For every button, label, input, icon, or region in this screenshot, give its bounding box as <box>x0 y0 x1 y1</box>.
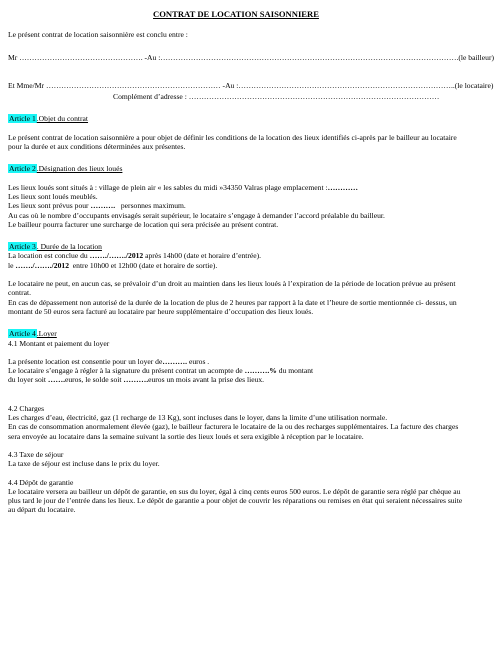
article-3-para-2: En cas de dépassement non autorisé de la durée de la location de plus de 2 heures par rapport à la date et l’heure de sortie mentionnée ci- dessus, un montant de 50 euros sera facturé au locataire par heure supplémentaire d’occupation des lieux loués. <box>8 297 457 316</box>
article-1-text: Le présent contrat de location saisonnière a pour objet de définir les conditions de la location des lieux identifiés ci-après par le bailleur au locataire pour la durée et aux conditions déterminées aux présentes. <box>8 132 457 152</box>
rent-text-a: La présente location est consentie pour un loyer de <box>8 356 163 366</box>
section-4-4-title: 4.4 Dépôt de garantie <box>8 477 74 487</box>
article-3-line-1 <box>8 251 464 260</box>
article-2-line-3 <box>8 201 464 210</box>
start-text-b: après 14h00 (date et horaire d’entrée). <box>145 251 262 261</box>
deposit-text-a: Le locataire s’engage à régler à la signature du présent contrat un acompte de <box>8 366 243 376</box>
emplacement-field: ………… <box>327 182 358 192</box>
section-4-1-line-1 <box>8 357 464 366</box>
locataire-prefix: Et Mme/Mr <box>8 80 45 90</box>
rent-text-b: euros . <box>188 356 210 366</box>
bailleur-name-field: …………………………………………. -Au : <box>19 52 161 62</box>
section-4-2-text-2: En cas de consommation anormalement élevée (gaz), le bailleur facturera le locataire de la ou des recharges supplémentaires. La facture des charges sera envoyée au locataire dans la semaine suivant la sortie des lieux loués et sera exigible à réception par le locataire. <box>8 422 459 441</box>
article-3-label: Article 3 <box>9 242 36 252</box>
article-3-line-2 <box>8 261 464 270</box>
article-2-line-2: Les lieux sont loués meublés. <box>8 191 98 201</box>
bailleur-prefix: Mr <box>8 52 18 62</box>
article-3-heading <box>8 242 464 251</box>
article-1-heading <box>8 114 464 123</box>
end-text-a: le <box>8 260 14 270</box>
article-1-label: Article 1 <box>9 114 36 124</box>
capacity-text-a: Les lieux sont prévus pour <box>8 201 89 211</box>
intro-text: Le présent contrat de location saisonnière est conclu entre : <box>8 30 188 40</box>
rent-amount-field: ………. <box>162 356 188 366</box>
end-year: 2012 <box>53 260 69 270</box>
article-3-para-1: Le locataire ne peut, en aucun cas, se prévaloir d’un droit au maintien dans les lieux loués à l’expiration de la période de location prévue au présent contrat. <box>8 279 456 298</box>
article-2-heading <box>8 164 464 173</box>
balance-text-b: euros, le solde soit <box>64 375 122 385</box>
start-year: 2012 <box>128 251 144 261</box>
article-2-title: .Désignation des lieux loués <box>36 164 123 174</box>
document-title: CONTRAT DE LOCATION SAISONNIERE <box>153 9 319 19</box>
locataire-name-field: …………………………………………………………… -Au : <box>45 80 239 90</box>
section-4-4-text: Le locataire versera au bailleur un dépôt de garantie, en sus du loyer, égal à cinq cents euros 500 euros. Le dépôt de garantie sera réglé par chèque au plus tard le jour de l’entrée dans les lieux. Le dépôt de garantie a pour objet de couvrir les réparations ou remises en état qui seraient nécessaires suite au départ du locataire. <box>8 486 463 515</box>
end-date-field: ……./……./ <box>15 260 54 270</box>
article-4-heading <box>8 329 464 338</box>
capacity-field: ………. <box>90 201 116 211</box>
article-2-line-1 <box>8 183 464 192</box>
capacity-text-b: personnes maximum. <box>120 201 186 211</box>
complement-line <box>8 92 464 101</box>
section-4-1-title: 4.1 Montant et paiement du loyer <box>8 338 110 348</box>
section-4-3-text: La taxe de séjour est incluse dans le prix du loyer. <box>8 459 160 469</box>
section-4-3-title: 4.3 Taxe de séjour <box>8 449 64 459</box>
bailleur-line <box>8 52 494 62</box>
article-4-title: .Loyer <box>36 329 57 339</box>
deposit-amount-field: ……. <box>47 375 65 385</box>
section-4-2-text-1: Les charges d’eau, électricité, gaz (1 recharge de 13 Kg), sont incluses dans le loyer, dans la limite d’une utilisation normale. <box>8 413 388 423</box>
article-2-line-5: Le bailleur pourra facturer une surcharge de location qui sera précisée au présent contrat. <box>8 219 279 229</box>
article-1-title: .Objet du contrat <box>36 114 89 124</box>
bailleur-address-field: ………………………………………………………………………………………………………. <box>160 52 459 62</box>
locataire-address-field: ………………………………………………………………………….. <box>238 80 455 90</box>
locataire-suffix: (le locataire) <box>454 80 494 90</box>
article-2-line-4: Au cas où le nombre d’occupants envisagés serait supérieur, le locataire s’engage à demander l’accord préalable du bailleur. <box>8 210 385 220</box>
article-4-label: Article 4 <box>9 329 36 339</box>
start-text-a: La location est conclue du <box>8 251 88 261</box>
section-4-1-line-2 <box>8 366 464 375</box>
percent-sign: % <box>269 366 277 376</box>
balance-text-c: euros un mois avant la prise des lieux. <box>148 375 265 385</box>
article-2-label: Article 2 <box>9 164 36 174</box>
deposit-text-b: du montant <box>278 366 314 376</box>
end-text-b: entre 10h00 et 12h00 (date et horaire de sortie). <box>72 260 218 270</box>
balance-amount-field: ………. <box>123 375 149 385</box>
article-2-location-text: Les lieux loués sont situés à : village de plein air « les sables du midi »34350 Valras plage emplacement : <box>8 182 328 192</box>
complement-field: ……………………………………………………………………………………… <box>188 92 440 102</box>
deposit-percent-field: ………. <box>244 366 270 376</box>
article-3-title: . Durée de la location <box>36 242 102 252</box>
start-date-field: ……./……./ <box>89 251 129 261</box>
bailleur-suffix: (le bailleur) <box>458 52 494 62</box>
balance-text-a: du loyer soit <box>8 375 46 385</box>
locataire-line <box>8 80 494 90</box>
section-4-2-title: 4.2 Charges <box>8 403 45 413</box>
section-4-1-line-3 <box>8 375 464 384</box>
complement-label: Complément d’adresse : <box>113 92 187 102</box>
